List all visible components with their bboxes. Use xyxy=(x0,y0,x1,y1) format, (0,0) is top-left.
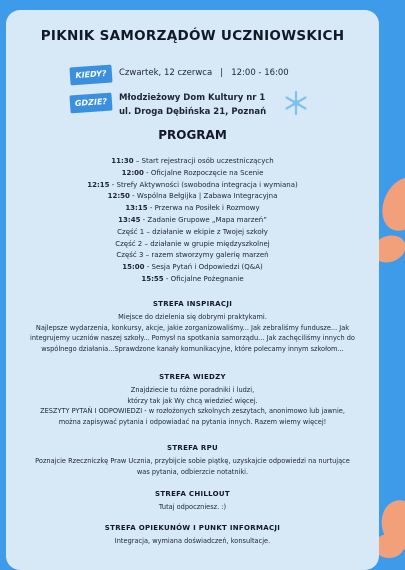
flyer-card xyxy=(6,10,379,570)
program-item xyxy=(6,168,379,180)
program-item-text: - Wspólna Bełgijka | Zabawa Integracyjna xyxy=(129,192,278,201)
program-item-text: - Strefy Aktywności (swobodna integracja i wymiana) xyxy=(109,180,298,189)
program-item-text: - Przerwa na Posiłek i Rozmowy xyxy=(147,204,260,213)
section-line: Poznajcie Rzeczniczkę Praw Ucznia, przybijcie sobie piątkę, uzyskajcie odpowiedzi na nurtujące xyxy=(35,457,350,465)
section-line: można zapisywać pytania i odpowiadać na pytania innych. Razem wiemy więcej! xyxy=(58,417,327,426)
section-line: Integracja, wymiana doświadczeń, konsultacje. xyxy=(114,537,271,545)
section-rpu xyxy=(16,444,369,477)
program-item-text: - Oficjalne Rozpoczęcie na Scenie xyxy=(143,168,264,177)
program-item-text: Część 2 – działanie w grupie międzyszkolnej xyxy=(115,239,270,248)
where-tag: GDZIE? xyxy=(69,93,112,114)
program-heading: PROGRAM xyxy=(158,128,227,142)
program-item-time: 15:55 xyxy=(141,274,164,283)
program-item-time: 12:15 xyxy=(87,180,110,189)
program-item-text: - Zadanie Grupowe „Mapa marzeń” xyxy=(140,215,267,224)
program-item xyxy=(6,215,379,227)
section-chillout xyxy=(16,490,369,513)
program-schedule xyxy=(6,156,379,286)
program-item xyxy=(6,191,379,203)
snowflake-icon xyxy=(283,90,309,116)
program-item xyxy=(6,262,379,274)
page-title: PIKNIK SAMORZĄDÓW UCZNIOWSKICH xyxy=(40,28,345,44)
program-item-time: 12:50 xyxy=(107,192,130,201)
program-item-time: 13:45 xyxy=(118,215,141,224)
section-wiedzy xyxy=(16,373,369,427)
program-item-time: 11:30 xyxy=(111,157,134,165)
section-line: Miejsce do dzielenia się dobrymi praktykami. xyxy=(118,313,267,321)
program-item xyxy=(6,156,379,168)
section-line: Najlepsze wydarzenia, konkursy, akcje, jakie zorganizowaliśmy... Jak zebraliśmy fundusze... Jak xyxy=(35,323,350,332)
program-item-text: - Oficjalne Pożegnanie xyxy=(163,274,244,283)
section-line: którzy tak jak Wy chcą wiedzieć więcej. xyxy=(127,396,258,405)
program-item xyxy=(6,203,379,215)
section-heading: STREFA OPIEKUNÓW I PUNKT INFORMACJI xyxy=(104,524,281,532)
program-item-text: – Start rejestracji osób uczestniczących xyxy=(133,157,274,165)
program-item-time: 15:00 xyxy=(122,263,145,272)
section-line: wspólnego działania...Sprawdzone kanały komunikacyjne, które polecamy innym szkołom... xyxy=(41,344,344,353)
program-item xyxy=(6,180,379,192)
section-line: Znajdziecie tu różne poradniki i ludzi, xyxy=(130,386,255,394)
program-item-text: Część 3 – razem stworzymy galerię marzeń xyxy=(116,251,269,260)
section-line: Tutaj odpoczniesz. :) xyxy=(158,503,227,511)
program-item-time: 12:00 xyxy=(121,168,144,177)
section-line: integrujemy uczniów naszej szkoły... Pomysł na spotkania samorządu... Jak zachęciliśmy innych do xyxy=(30,334,355,342)
where-line-2: ul. Droga Dębińska 21, Poznań xyxy=(119,107,267,117)
program-item xyxy=(6,239,379,251)
when-text: Czwartek, 12 czerwca | 12:00 - 16:00 xyxy=(119,68,289,78)
program-item-time: 13:15 xyxy=(125,204,148,213)
section-heading: STREFA CHILLOUT xyxy=(154,490,230,498)
section-heading: STREFA INSPIRACJI xyxy=(152,300,233,308)
section-line: was pytania, odbierzcie notatniki. xyxy=(136,467,249,476)
section-line: ZESZYTY PYTAŃ I ODPOWIEDZI - w rozłożonych szkolnych zeszytach, anonimowo lub jawnie, xyxy=(40,407,345,415)
section-heading: STREFA RPU xyxy=(166,444,219,452)
section-heading: STREFA WIEDZY xyxy=(159,373,226,381)
program-item-text: - Sesja Pytań i Odpowiedzi (Q&A) xyxy=(144,263,263,272)
section-inspiracji xyxy=(16,300,369,354)
program-item xyxy=(6,227,379,239)
program-item xyxy=(6,274,379,286)
section-opiekunow xyxy=(16,524,369,547)
when-tag: KIEDY? xyxy=(69,65,112,86)
where-line-1: Młodzieżowy Dom Kultury nr 1 xyxy=(119,93,266,103)
program-item-text: Część 1 – działanie w ekipie z Twojej szkoły xyxy=(117,227,268,236)
program-item xyxy=(6,250,379,262)
